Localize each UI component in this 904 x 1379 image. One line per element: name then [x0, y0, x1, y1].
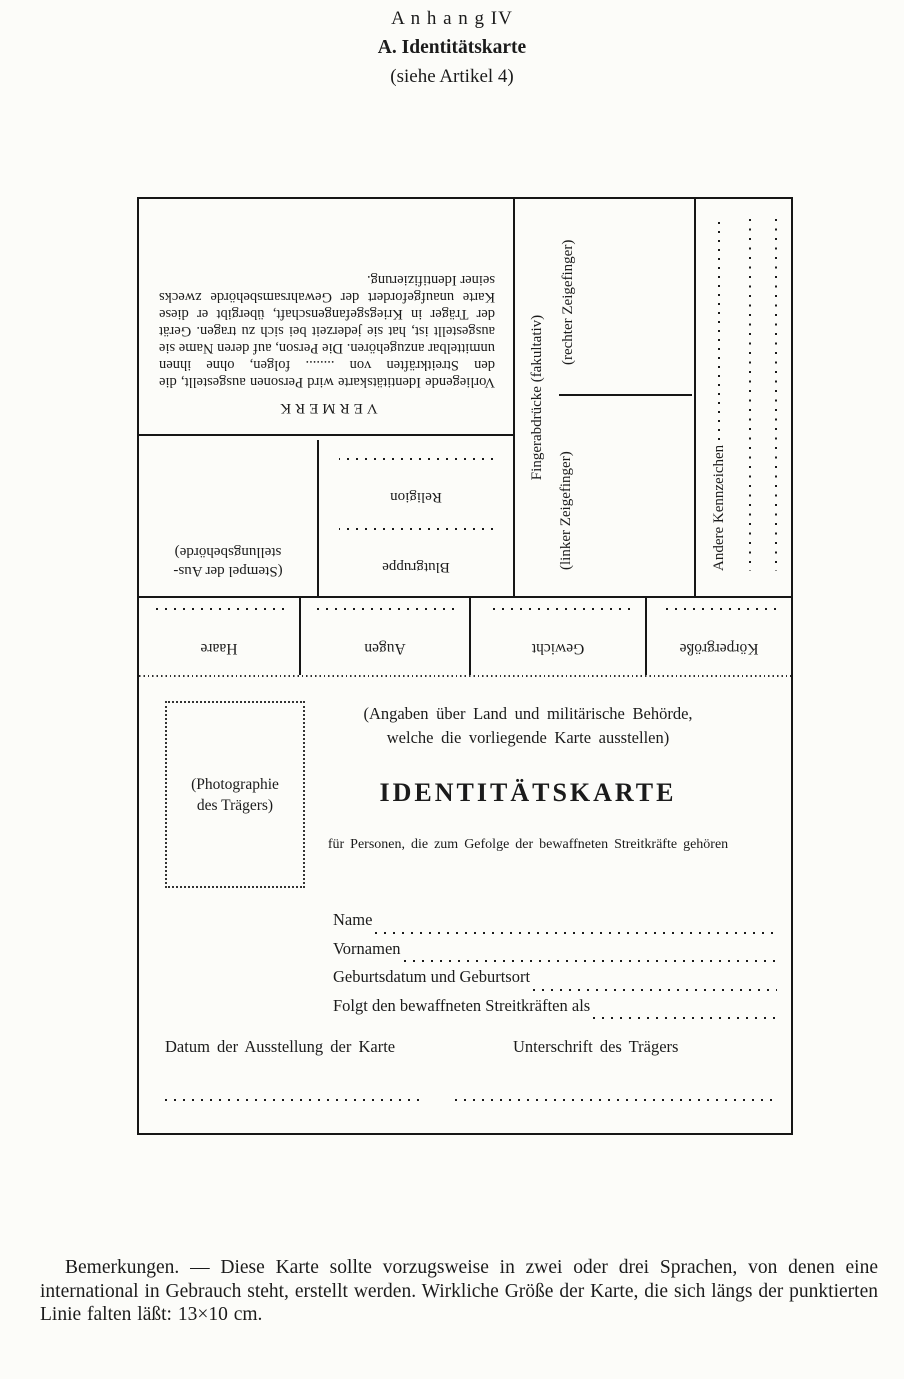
fields-block: [333, 910, 777, 1024]
left-index-finger-text: (linker Zeigefinger): [557, 451, 574, 570]
signature-label: Unterschrift des Trägers: [513, 1037, 679, 1056]
field-row-firstnames: [333, 939, 777, 968]
vermerk-body: Vorliegende Identitätskarte wird Personen ausgestellt, die den Streitkräften von ........ folgen, ohne ihnen unmittelbar anzugehören. Die Person, auf deren Name sie ausgestellt ist, hat sie jederzeit bei sich zu tragen. Gerät der Träger in Kriegsgefangenschaft, übergibt er diese Karte unaufgefordert der Gewahrsamsbehörde zwecks seiner Identifizierung.: [159, 272, 495, 390]
field-row-accompanies: [333, 996, 777, 1025]
issuer-block: [289, 702, 767, 853]
fingerprints-label: [524, 295, 550, 500]
hair-dotted-line: [154, 608, 284, 610]
vermerk-section: [139, 199, 515, 436]
eyes-dotted-line: [316, 608, 454, 610]
card-subtitle: für Personen, die zum Gefolge der bewaffneten Streitkräfte gehören: [327, 837, 729, 852]
stamp-line1: (Stempel der Aus-: [173, 563, 283, 579]
name-field-label: Name: [333, 910, 373, 929]
fingerprint-cells-divider: [559, 394, 692, 396]
stamp-rotated-content: [139, 440, 317, 596]
hair-rotated-content: [139, 598, 299, 675]
hair-label: Haare: [200, 640, 238, 657]
other-marks-dotted-column-2: [775, 219, 777, 571]
weight-rotated-content: [471, 598, 645, 675]
issuer-note-line2: welche die vorliegende Karte ausstellen): [386, 727, 670, 747]
left-index-finger-label: [554, 420, 578, 570]
photo-label-line1: (Photographie: [191, 775, 279, 793]
blood-group-label: Blutgruppe: [382, 559, 450, 575]
field-row-birth: [333, 967, 777, 996]
weight-dotted-line: [486, 608, 630, 610]
weight-cell: [471, 598, 645, 675]
accompanies-field-label: Folgt den bewaffneten Streitkräften als: [333, 995, 591, 1015]
height-label: Körpergröße: [679, 640, 759, 657]
issue-date-dotted-line: [165, 1099, 425, 1101]
name-dotted-line: [375, 932, 777, 934]
birth-field-label: Geburtsdatum und Geburtsort: [333, 967, 531, 986]
other-marks-dotted-column-1: [749, 219, 751, 571]
height-cell: [647, 598, 791, 675]
stamp-cell: [139, 440, 317, 596]
fold-line: [139, 675, 791, 677]
religion-bloodgroup-rotated-content: [319, 440, 513, 596]
signature-dotted-line: [455, 1099, 777, 1101]
firstnames-dotted-line: [404, 960, 777, 962]
field-row-name: [333, 910, 777, 939]
vermerk-title: VERMERK: [276, 400, 378, 416]
article-reference: (siehe Artikel 4): [390, 66, 514, 87]
hair-cell: [139, 598, 299, 675]
right-index-finger-label: [556, 215, 580, 365]
eyes-label: Augen: [364, 640, 406, 657]
birth-dotted-line: [533, 989, 777, 991]
weight-label: Gewicht: [531, 640, 585, 657]
religion-bloodgroup-cell: [319, 440, 513, 596]
height-dotted-line: [662, 608, 776, 610]
photo-label-line2: des Trägers): [196, 796, 274, 814]
section-title: A. Identitätskarte: [377, 37, 527, 58]
issue-date-label: Datum der Ausstellung der Karte: [165, 1037, 396, 1056]
religion-dotted-line: [339, 458, 493, 460]
divider-fingerprints-marks: [694, 199, 696, 596]
divider-vermerk-fingerprints: [513, 199, 515, 596]
other-marks-text: Andere Kennzeichen: [710, 444, 727, 571]
photo-box: [165, 701, 305, 888]
other-marks-dotted-line: [718, 216, 720, 440]
accompanies-dotted-line: [593, 1017, 777, 1019]
remarks-paragraph: Bemerkungen. — Diese Karte sollte vorzugsweise in zwei oder drei Sprachen, von denen eine international in Gebrauch steht, erstellt werden. Wirkliche Größe der Karte, die sich längs der punktierten Linie falten läßt: 13×10 cm.: [40, 1257, 878, 1325]
firstnames-field-label: Vornamen: [333, 938, 401, 958]
religion-label: Religion: [390, 489, 442, 505]
eyes-rotated-content: [301, 598, 469, 675]
right-index-finger-text: (rechter Zeigefinger): [559, 239, 576, 365]
other-marks-label: [706, 216, 732, 571]
issuer-note-line1: (Angaben über Land und militärische Behörde,: [363, 704, 693, 723]
stamp-line2: stellungsbehörde): [174, 544, 282, 560]
fingerprints-label-text: Fingerabdrücke (fakultativ): [528, 314, 545, 481]
identity-card-template: [137, 197, 793, 1135]
document-header: [0, 8, 904, 88]
card-title: IDENTITÄTSKARTE: [379, 778, 677, 807]
height-rotated-content: [647, 598, 791, 675]
eyes-cell: [301, 598, 469, 675]
annex-title: A n h a n g IV: [391, 8, 513, 29]
blood-group-dotted-line: [339, 528, 493, 530]
vermerk-rotated-content: [139, 199, 515, 434]
